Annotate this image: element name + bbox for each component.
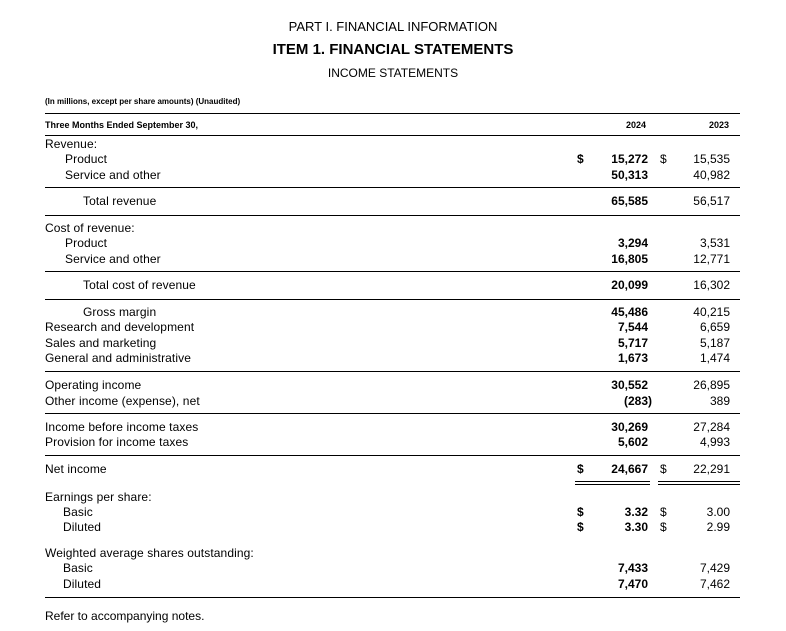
other-income-2023: 389 (709, 394, 730, 408)
rev-product-2023: 15,535 (693, 152, 730, 166)
rev-service-2023: 40,982 (693, 168, 730, 182)
shares-diluted-label: Diluted (63, 577, 102, 591)
revenue-subtotal-rule (45, 187, 740, 188)
cost-product-2023: 3,531 (699, 236, 730, 250)
shares-basic-2024: 7,433 (617, 561, 648, 575)
rev-service-2024: 50,313 (611, 168, 648, 182)
item-heading: ITEM 1. FINANCIAL STATEMENTS (272, 41, 514, 58)
income-before-tax-label: Income before income taxes (45, 420, 199, 434)
revenue-header: Revenue: (45, 137, 98, 151)
eps-diluted-2024: 3.30 (624, 520, 648, 534)
cost-service-label: Service and other (65, 252, 161, 266)
tax-provision-2023: 4,993 (699, 435, 730, 449)
sales-marketing-label: Sales and marketing (45, 336, 157, 350)
sales-marketing-2023: 5,187 (699, 336, 730, 350)
total-cost-2024: 20,099 (611, 278, 648, 292)
tax-provision-label: Provision for income taxes (45, 435, 189, 449)
gross-margin-label: Gross margin (83, 305, 157, 319)
other-income-label: Other income (expense), net (45, 394, 200, 408)
net-income-2024: 24,667 (611, 462, 648, 476)
operating-rule (45, 413, 740, 414)
col-2023-header: 2023 (708, 120, 729, 130)
currency-2023: $ (660, 520, 667, 534)
eps-diluted-label: Diluted (63, 520, 102, 534)
total-revenue-rule (45, 215, 740, 216)
header-bottom-rule (45, 135, 740, 136)
operating-income-2024: 30,552 (611, 378, 648, 392)
gna-label: General and administrative (45, 351, 192, 365)
table-bottom-rule (45, 597, 740, 598)
statement-title: INCOME STATEMENTS (327, 66, 459, 80)
cost-product-2024: 3,294 (617, 236, 648, 250)
currency-2024: $ (577, 505, 584, 519)
total-cost-rule (45, 299, 740, 300)
sales-marketing-2024: 5,717 (617, 336, 648, 350)
net-income-underline-2024 (575, 481, 650, 482)
cost-service-2023: 12,771 (693, 252, 730, 266)
total-revenue-label: Total revenue (83, 194, 157, 208)
cost-product-label: Product (65, 236, 108, 250)
currency-2023: $ (660, 152, 667, 166)
total-revenue-2023: 56,517 (693, 194, 730, 208)
header-top-rule (45, 113, 740, 114)
eps-basic-label: Basic (63, 505, 93, 519)
cost-subtotal-rule (45, 271, 740, 272)
rev-service-label: Service and other (65, 168, 161, 182)
eps-basic-2024: 3.32 (624, 505, 648, 519)
rev-product-2024: 15,272 (611, 152, 648, 166)
units-note: (In millions, except per share amounts) (Unaudited) (45, 97, 241, 106)
other-income-2024: (283) (623, 394, 652, 408)
income-before-tax-2023: 27,284 (693, 420, 730, 434)
rev-product-label: Product (65, 152, 108, 166)
shares-basic-label: Basic (63, 561, 93, 575)
part-heading: PART I. FINANCIAL INFORMATION (288, 19, 498, 34)
tax-rule (45, 455, 740, 456)
currency-2024: $ (577, 462, 584, 476)
income-before-tax-2024: 30,269 (611, 420, 648, 434)
net-income-double-underline-2024 (575, 484, 650, 485)
shares-diluted-2024: 7,470 (617, 577, 648, 591)
cost-header: Cost of revenue: (45, 221, 135, 235)
period-label: Three Months Ended September 30, (45, 120, 199, 130)
gna-2023: 1,474 (699, 351, 730, 365)
total-cost-2023: 16,302 (693, 278, 730, 292)
gna-2024: 1,673 (617, 351, 648, 365)
eps-header: Earnings per share: (45, 490, 152, 504)
footer-note: Refer to accompanying notes. (45, 609, 205, 623)
opex-rule (45, 371, 740, 372)
gross-margin-2024: 45,486 (611, 305, 648, 319)
shares-diluted-2023: 7,462 (699, 577, 730, 591)
rnd-label: Research and development (45, 320, 195, 334)
rnd-2024: 7,544 (617, 320, 648, 334)
net-income-double-underline-2023 (658, 484, 740, 485)
rnd-2023: 6,659 (699, 320, 730, 334)
cost-service-2024: 16,805 (611, 252, 648, 266)
tax-provision-2024: 5,602 (617, 435, 648, 449)
currency-2024: $ (577, 520, 584, 534)
eps-basic-2023: 3.00 (706, 505, 730, 519)
operating-income-2023: 26,895 (693, 378, 730, 392)
shares-basic-2023: 7,429 (699, 561, 730, 575)
currency-2023: $ (660, 505, 667, 519)
net-income-label: Net income (45, 462, 107, 476)
net-income-2023: 22,291 (693, 462, 730, 476)
operating-income-label: Operating income (45, 378, 142, 392)
currency-2024: $ (577, 152, 584, 166)
shares-header: Weighted average shares outstanding: (45, 546, 254, 560)
gross-margin-2023: 40,215 (693, 305, 730, 319)
eps-diluted-2023: 2.99 (706, 520, 730, 534)
col-2024-header: 2024 (625, 120, 646, 130)
total-cost-label: Total cost of revenue (83, 278, 196, 292)
net-income-underline-2023 (658, 481, 740, 482)
total-revenue-2024: 65,585 (611, 194, 648, 208)
currency-2023: $ (660, 462, 667, 476)
